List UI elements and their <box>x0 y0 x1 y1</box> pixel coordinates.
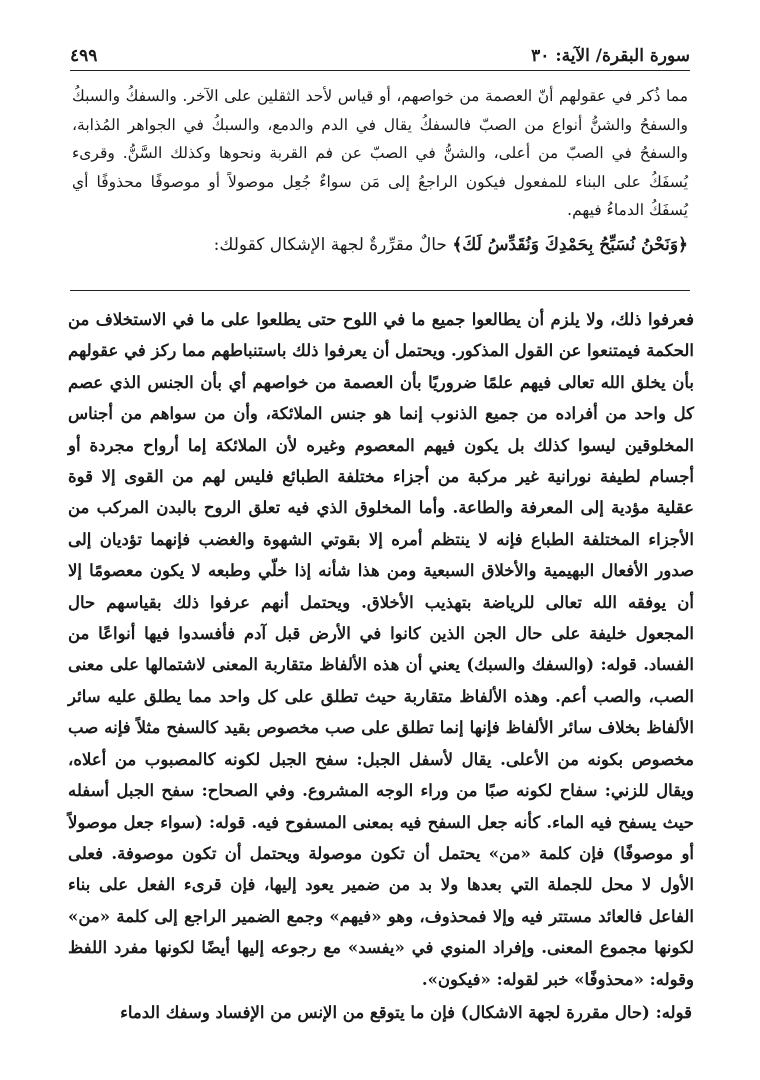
hashiya-text-block <box>68 304 694 995</box>
tafsir-text-block <box>72 82 688 259</box>
hashiya-text-3: فإن كلمة «من» يحتمل أن تكون موصولة ويحتمل أن تكون موصوفة. فعلى الأول لا محل للجملة التي بعدها ولا بد من ضمير يعود إليها، فإن قرىء الفعل على بناء الفاعل فالعائد مستتر فيه وإلا فمحذوف، وهو «فيهم» وجمع الضمير الراجع إلى كلمة «من» لكونها مجموع المعنى. وإفراد المنوي في «يفسد» مع رجوعه إليها أيضًا لكونها مفرد اللفظ وقوله: «محذوفًا» خبر لقوله: «فيكون». <box>68 843 694 989</box>
verse-commentary: حالٌ مقرِّرةٌ لجهة الإشكال كقولك: <box>213 234 447 255</box>
tafsir-paragraph: مما ذُكر في عقولهم أنّ العصمة من خواصهم، أو قياس لأحد الثقلين على الآخر. والسفكُ والسبكُ والسفحُ والشنُّ أنواع من الصبّ فالسفكُ يقال في الدم والدمع، والسبكُ في الجواهر المُذابة، والسفحُ في الصبّ من أعلى، والشنُّ في الصبّ عن فم القربة ونحوها وكذلك السَّنُّ. وقرىء يُسفَكُ على البناء للمفعول فيكون الراجعُ إلى مَن سواءٌ جُعِل موصولاً أو موصوفًا محذوفًا أي يُسفَكُ الدماءُ فيهم. <box>72 87 689 219</box>
qawluhu-keyword-1: قوله: <box>600 655 637 675</box>
hashiya-text-1: فعرفوا ذلك، ولا يلزم أن يطالعوا جميع ما في اللوح حتى يطلعوا على ما في الاستخلاف من الحكمة فيمتنعوا عن القول المذكور. ويحتمل أن يعرفوا ذلك باستنباطهم مما ركز في عقولهم بأن يخلق الله تعالى فيهم علمًا ضروريًا بأن العصمة من خواصهم أي بأن الجنس الذي عصم كل واحد من أفراده من جميع الذنوب إنما هو جنس الملائكة، وأن من سواهم من أجناس المخلوقين ليسوا كذلك بل يكون فيهم المعصوم وغيره لأن الملائكة إما أرواح مجردة أو أجسام لطيفة نورانية غير مركبة من أجزاء مختلفة الطبائع فليس لهم من القوى إلا قوة عقلية مؤدية إلى المعرفة والطاعة. وأما المخلوق الذي فيه تعلق الروح بالبدن المركب من الأجزاء المختلفة الطباع فإنه لا ينتظم أمره إلا بقوتي الشهوة والغضب فإنهما تؤديان إلى صدور الأفعال البهيمية والأخلاق السبعية ومن هذا شأنه إذا خلّي وطبعه لا يكون معصومًا إلا أن يوفقه الله تعالى للرياضة بتهذيب الأخلاق. ويحتمل أنهم عرفوا ذلك بقياسهم حال المجعول خليفة على حال الجن الذين كانوا في الأرض قبل آدم فأفسدوا فيها أنواعًا من الفساد. <box>68 310 694 675</box>
quoted-phrase-2: (سواء جعل موصولاً أو موصوفًا) <box>68 812 694 863</box>
continuation-line <box>70 998 692 1028</box>
hashiya-paragraph <box>68 304 694 995</box>
page-number: ٤٩٩ <box>70 46 98 66</box>
footnote-divider <box>70 290 690 291</box>
verse-line <box>72 231 688 260</box>
continuation-text: (حال مقررة لجهة الاشكال) فإن ما يتوقع من الإنس من الإفساد وسفك الدماء <box>120 1003 650 1022</box>
surah-verse-title: سورة البقرة/ الآية: ٣٠ <box>531 46 690 66</box>
quoted-phrase-1: (والسفك والسبك) <box>466 655 595 675</box>
qawluhu-keyword-3: قوله: <box>655 1003 692 1022</box>
quran-verse: ﴿وَنَحْنُ نُسَبِّحُ بِحَمْدِكَ وَنُقَدِّسُ لَكَ﴾ <box>452 234 688 255</box>
qawluhu-keyword-2: قوله: <box>208 812 246 832</box>
hashiya-text-2: يعني أن هذه الألفاظ متقاربة المعنى لاشتمالها على معنى الصب، والصب أعم. وهذه الألفاظ متقاربة حيث تطلق على كل واحد مما يطلق عليه سائر الألفاظ بخلاف سائر الألفاظ فإنها إنما تطلق على صب مخصوص بقيد كالسفح مثلاً فإنه صب مخصوص بكونه من الأعلى. يقال لأسفل الجبل: سفح الجبل لكونه كالمصبوب من أعلاه، ويقال للزني: سفاح لكونه صبًا من وراء الوجه المشروع. وفي الصحاح: سفح الجبل أسفله حيث يسفح فيه الماء. كأنه جعل السفح فيه بمعنى المسفوح فيه. <box>68 655 695 832</box>
page-header <box>70 40 690 71</box>
